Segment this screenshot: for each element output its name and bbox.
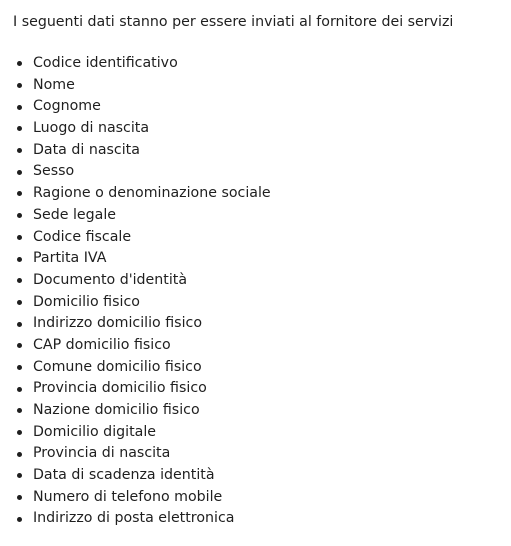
list-item-label: Provincia domicilio fisico	[33, 380, 207, 397]
bullet-icon	[17, 343, 22, 348]
list-item	[13, 96, 511, 118]
list-item-label: Nome	[33, 76, 75, 93]
bullet-icon	[17, 213, 22, 218]
list-item-label: Provincia di nascita	[33, 445, 171, 462]
list-item-label: CAP domicilio fisico	[33, 336, 171, 353]
list-item-label: Data di nascita	[33, 141, 140, 158]
list-item	[13, 270, 511, 292]
bullet-icon	[17, 473, 22, 478]
list-item	[13, 53, 511, 75]
list-item	[13, 227, 511, 249]
list-item	[13, 161, 511, 183]
bullet-icon	[17, 430, 22, 435]
bullet-icon	[17, 170, 22, 175]
bullet-icon	[17, 83, 22, 88]
bullet-icon	[17, 408, 22, 413]
list-item-label: Domicilio fisico	[33, 293, 140, 310]
list-item-label: Partita IVA	[33, 250, 107, 267]
list-item	[13, 292, 511, 314]
list-item	[13, 378, 511, 400]
bullet-icon	[17, 300, 22, 305]
bullet-icon	[17, 148, 22, 153]
list-item	[13, 248, 511, 270]
bullet-icon	[17, 257, 22, 262]
attributes-heading: I seguenti dati stanno per essere inviati al fornitore dei servizi	[13, 14, 454, 30]
list-item	[13, 443, 511, 465]
list-item	[13, 140, 511, 162]
bullet-icon	[17, 278, 22, 283]
list-item-label: Indirizzo domicilio fisico	[33, 315, 202, 332]
list-item	[13, 422, 511, 444]
list-item-label: Indirizzo di posta elettronica	[33, 510, 235, 527]
list-item	[13, 183, 511, 205]
bullet-icon	[17, 322, 22, 327]
bullet-icon	[17, 235, 22, 240]
list-item	[13, 75, 511, 97]
attributes-list	[13, 53, 511, 530]
list-item-label: Comune domicilio fisico	[33, 358, 202, 375]
bullet-icon	[17, 387, 22, 392]
bullet-icon	[17, 452, 22, 457]
bullet-icon	[17, 365, 22, 370]
list-item	[13, 313, 511, 335]
list-item	[13, 357, 511, 379]
bullet-icon	[17, 517, 22, 522]
list-item-label: Cognome	[33, 98, 101, 115]
list-item-label: Documento d'identità	[33, 271, 188, 288]
list-item	[13, 465, 511, 487]
bullet-icon	[17, 105, 22, 110]
list-item	[13, 508, 511, 530]
list-item-label: Sede legale	[33, 206, 117, 223]
bullet-icon	[17, 495, 22, 500]
list-item	[13, 400, 511, 422]
list-item-label: Nazione domicilio fisico	[33, 402, 200, 418]
list-item-label: Domicilio digitale	[33, 423, 157, 440]
list-item	[13, 118, 511, 140]
bullet-icon	[17, 126, 22, 131]
list-item-label: Luogo di nascita	[33, 120, 150, 137]
list-item-label: Ragione o denominazione sociale	[33, 185, 271, 202]
list-item-label: Sesso	[33, 163, 75, 180]
bullet-icon	[17, 191, 22, 196]
list-item	[13, 487, 511, 509]
list-item-label: Codice identificativo	[33, 55, 178, 71]
list-item-label: Numero di telefono mobile	[33, 488, 223, 505]
list-item-label: Data di scadenza identità	[33, 467, 215, 484]
list-item	[13, 335, 511, 357]
bullet-icon	[17, 61, 22, 66]
list-item-label: Codice fiscale	[33, 228, 132, 245]
list-item	[13, 205, 511, 227]
